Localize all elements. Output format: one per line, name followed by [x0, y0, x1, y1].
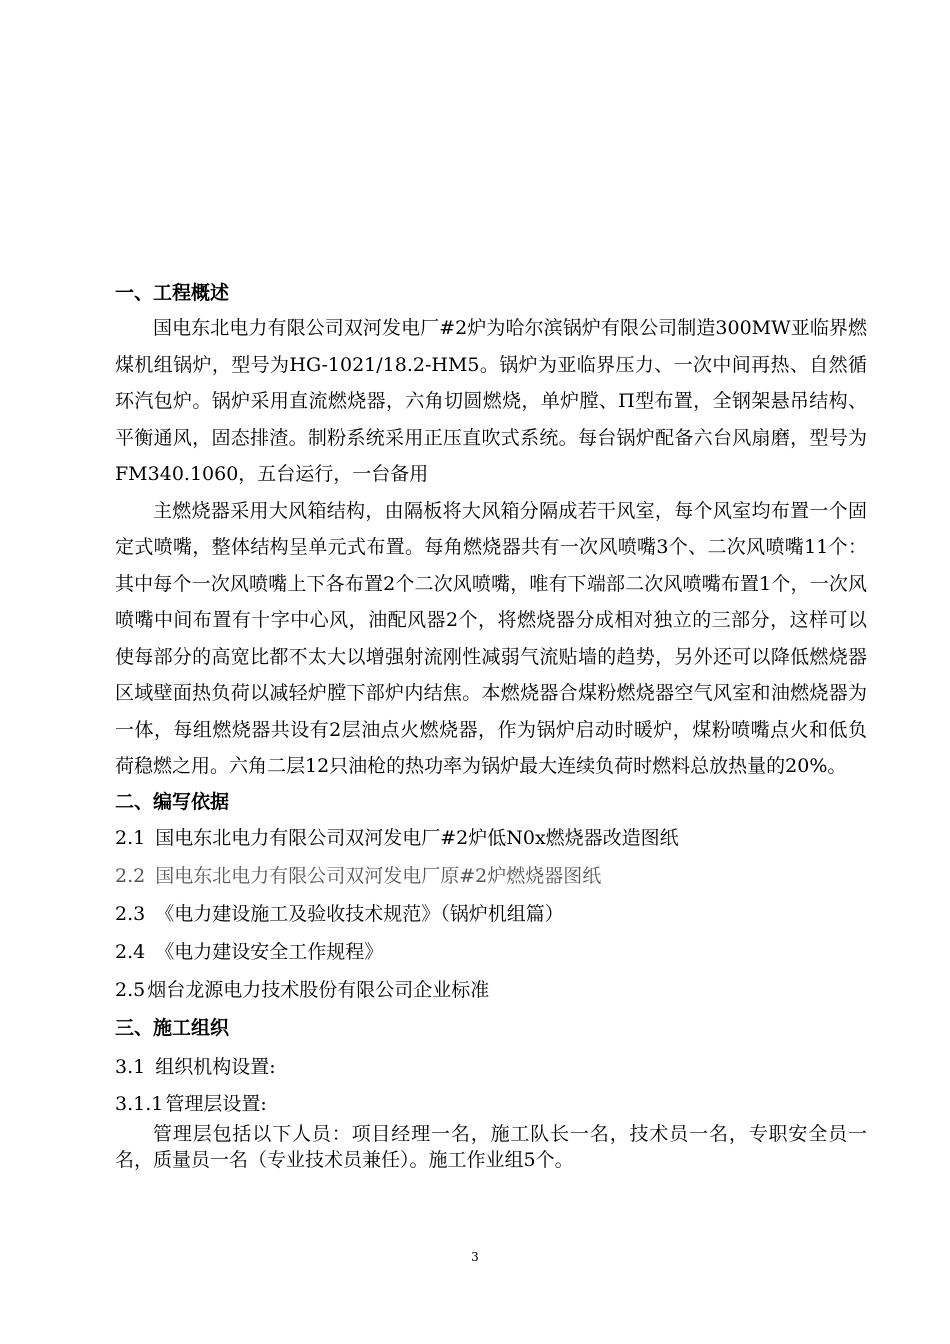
reference-item — [115, 971, 867, 1009]
reference-number: 2.4 — [115, 940, 146, 963]
subsection-item — [115, 1087, 867, 1121]
reference-item — [115, 933, 867, 971]
reference-text: 烟台龙源电力技术股份有限公司企业标准 — [147, 978, 490, 1001]
reference-number: 2.2 — [115, 864, 146, 887]
reference-item — [115, 819, 867, 857]
subsection-item — [115, 1047, 867, 1087]
reference-text: 国电东北电力有限公司双河发电厂原#2炉燃烧器图纸 — [155, 864, 602, 887]
reference-text: 国电东北电力有限公司双河发电厂#2炉低N0x燃烧器改造图纸 — [155, 826, 679, 849]
reference-item — [115, 895, 867, 933]
reference-text: 《电力建设安全工作规程》 — [155, 940, 384, 963]
reference-item — [115, 857, 867, 895]
reference-text: 《电力建设施工及验收技术规范》（锅炉机组篇） — [155, 902, 564, 925]
subsection-text: 管理层设置: — [165, 1092, 267, 1115]
overview-paragraph-1: 国电东北电力有限公司双河发电厂#2炉为哈尔滨锅炉有限公司制造300MW亚临界燃煤机组锅炉，型号为HG-1021/18.2-HM5。锅炉为亚临界压力、一次中间再热、自然循环汽包炉。锅炉采用直流燃烧器，六角切圆燃烧，单炉膛、Π型布置，全钢架悬吊结构、平衡通风，固态排渣。制粉系统采用正压直吹式系统。每台锅炉配备六台风扇磨，型号为FM340.1060，五台运行，一台备用 — [115, 317, 867, 485]
section-heading-basis: 二、编写依据 — [115, 790, 230, 813]
subsection-number: 3.1 — [115, 1055, 146, 1078]
document-body — [115, 276, 867, 1173]
subsection-text: 组织机构设置: — [155, 1055, 276, 1078]
page-number: 3 — [471, 1250, 479, 1264]
organization-paragraph: 管理层包括以下人员：项目经理一名，施工队长一名，技术员一名，专职安全员一名，质量员一名（专业技术员兼任）。施工作业组5个。 — [115, 1122, 867, 1171]
section-heading-organization: 三、施工组织 — [115, 1016, 230, 1039]
reference-number: 2.3 — [115, 902, 146, 925]
section-heading-overview: 一、工程概述 — [115, 282, 230, 304]
overview-paragraph-2: 主燃烧器采用大风箱结构，由隔板将大风箱分隔成若干风室，每个风室均布置一个固定式喷嘴，整体结构呈单元式布置。每角燃烧器共有一次风喷嘴3个、二次风喷嘴11个：其中每个一次风喷嘴上下各布置2个二次风喷嘴，唯有下端部二次风喷嘴布置1个，一次风喷嘴中间布置有十字中心风，油配风器2个，将燃烧器分成相对独立的三部分，这样可以使每部分的高宽比都不太大以增强射流刚性减弱气流贴墙的趋势，另外还可以降低燃烧器区域壁面热负荷以减轻炉膛下部炉内结焦。本燃烧器合煤粉燃烧器空气风室和油燃烧器为一体，每组燃烧器共设有2层油点火燃烧器，作为锅炉启动时暖炉，煤粉喷嘴点火和低负荷稳燃之用。六角二层12只油枪的热功率为锅炉最大连续负荷时燃料总放热量的20%。 — [115, 499, 867, 777]
subsection-number: 3.1.1 — [115, 1092, 164, 1115]
reference-number: 2.5 — [115, 978, 146, 1001]
reference-number: 2.1 — [115, 826, 146, 849]
